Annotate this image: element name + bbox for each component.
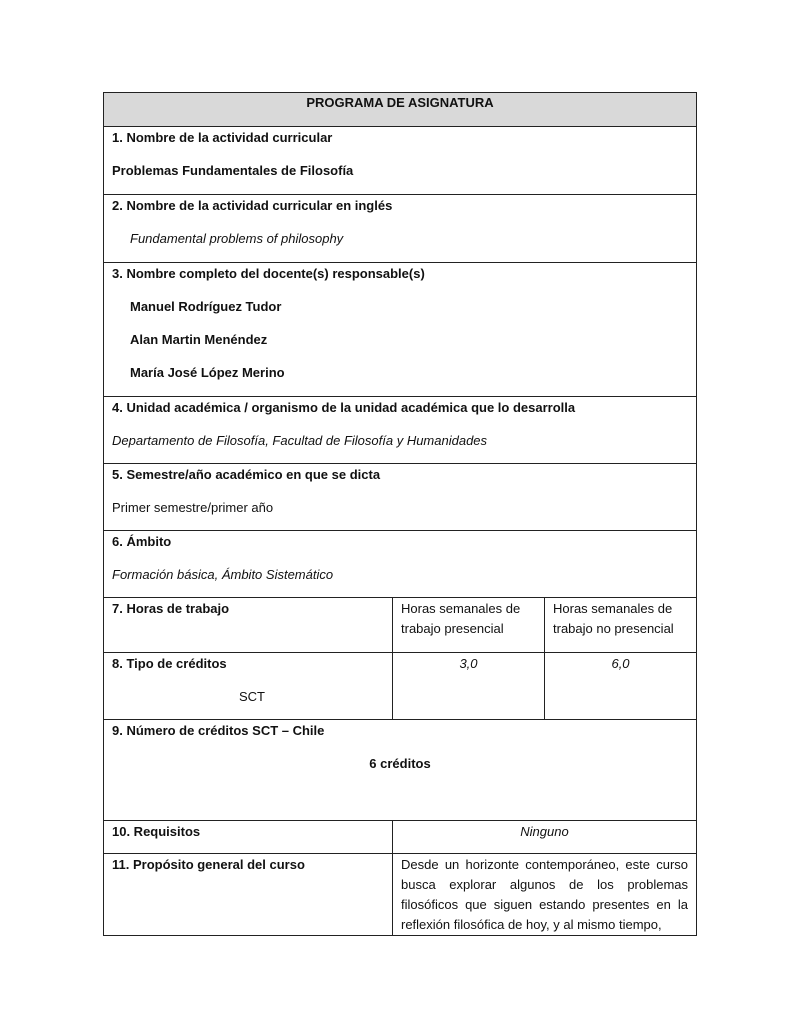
section-11-title: 11. Propósito general del curso (112, 857, 305, 872)
requirements-value: Ninguno (520, 824, 569, 839)
section-8-title: 8. Tipo de créditos (112, 656, 227, 671)
section-4 (104, 397, 697, 464)
section-3 (104, 263, 697, 397)
hours-presential-label: Horas semanales de trabajo presencial (401, 601, 521, 636)
section-9-title: 9. Número de créditos SCT – Chile (112, 723, 325, 738)
section-5-title: 5. Semestre/año académico en que se dicta (112, 467, 381, 482)
scope: Formación básica, Ámbito Sistemático (112, 567, 334, 582)
course-name-english: Fundamental problems of philosophy (130, 231, 344, 246)
course-purpose: Desde un horizonte contemporáneo, este curso busca explorar algunos de los problemas filosóficos que siguen estando presentes en la reflexión filosófica de hoy, y al mismo tiempo, (401, 857, 689, 932)
section-3-title: 3. Nombre completo del docente(s) responsable(s) (112, 266, 425, 281)
non-presential-hours-value: 6,0 (611, 656, 630, 671)
program-table (103, 92, 697, 936)
section-1 (104, 127, 697, 195)
teacher-name: María José López Merino (130, 365, 285, 380)
section-10-title: 10. Requisitos (112, 824, 201, 839)
semester: Primer semestre/primer año (112, 500, 274, 515)
section-7 (104, 598, 697, 653)
section-2-title: 2. Nombre de la actividad curricular en inglés (112, 198, 393, 213)
section-9 (104, 720, 697, 821)
section-5 (104, 464, 697, 531)
section-4-title: 4. Unidad académica / organismo de la unidad académica que lo desarrolla (112, 400, 576, 415)
section-10 (104, 821, 697, 854)
teacher-name: Manuel Rodríguez Tudor (130, 299, 282, 314)
credit-type: SCT (239, 689, 265, 704)
section-1-title: 1. Nombre de la actividad curricular (112, 130, 333, 145)
section-8 (104, 653, 697, 720)
section-6-title: 6. Ámbito (112, 534, 172, 549)
teacher-name: Alan Martin Menéndez (130, 332, 268, 347)
credits-count: 6 créditos (369, 756, 431, 771)
presential-hours-value: 3,0 (459, 656, 478, 671)
table-header: PROGRAMA DE ASIGNATURA (104, 93, 697, 127)
section-2 (104, 195, 697, 263)
section-7-title: 7. Horas de trabajo (112, 601, 230, 616)
section-6 (104, 531, 697, 598)
academic-unit: Departamento de Filosofía, Facultad de Filosofía y Humanidades (112, 433, 488, 448)
course-name: Problemas Fundamentales de Filosofía (112, 163, 354, 178)
hours-non-presential-label: Horas semanales de trabajo no presencial (553, 601, 674, 636)
section-11 (104, 854, 697, 936)
